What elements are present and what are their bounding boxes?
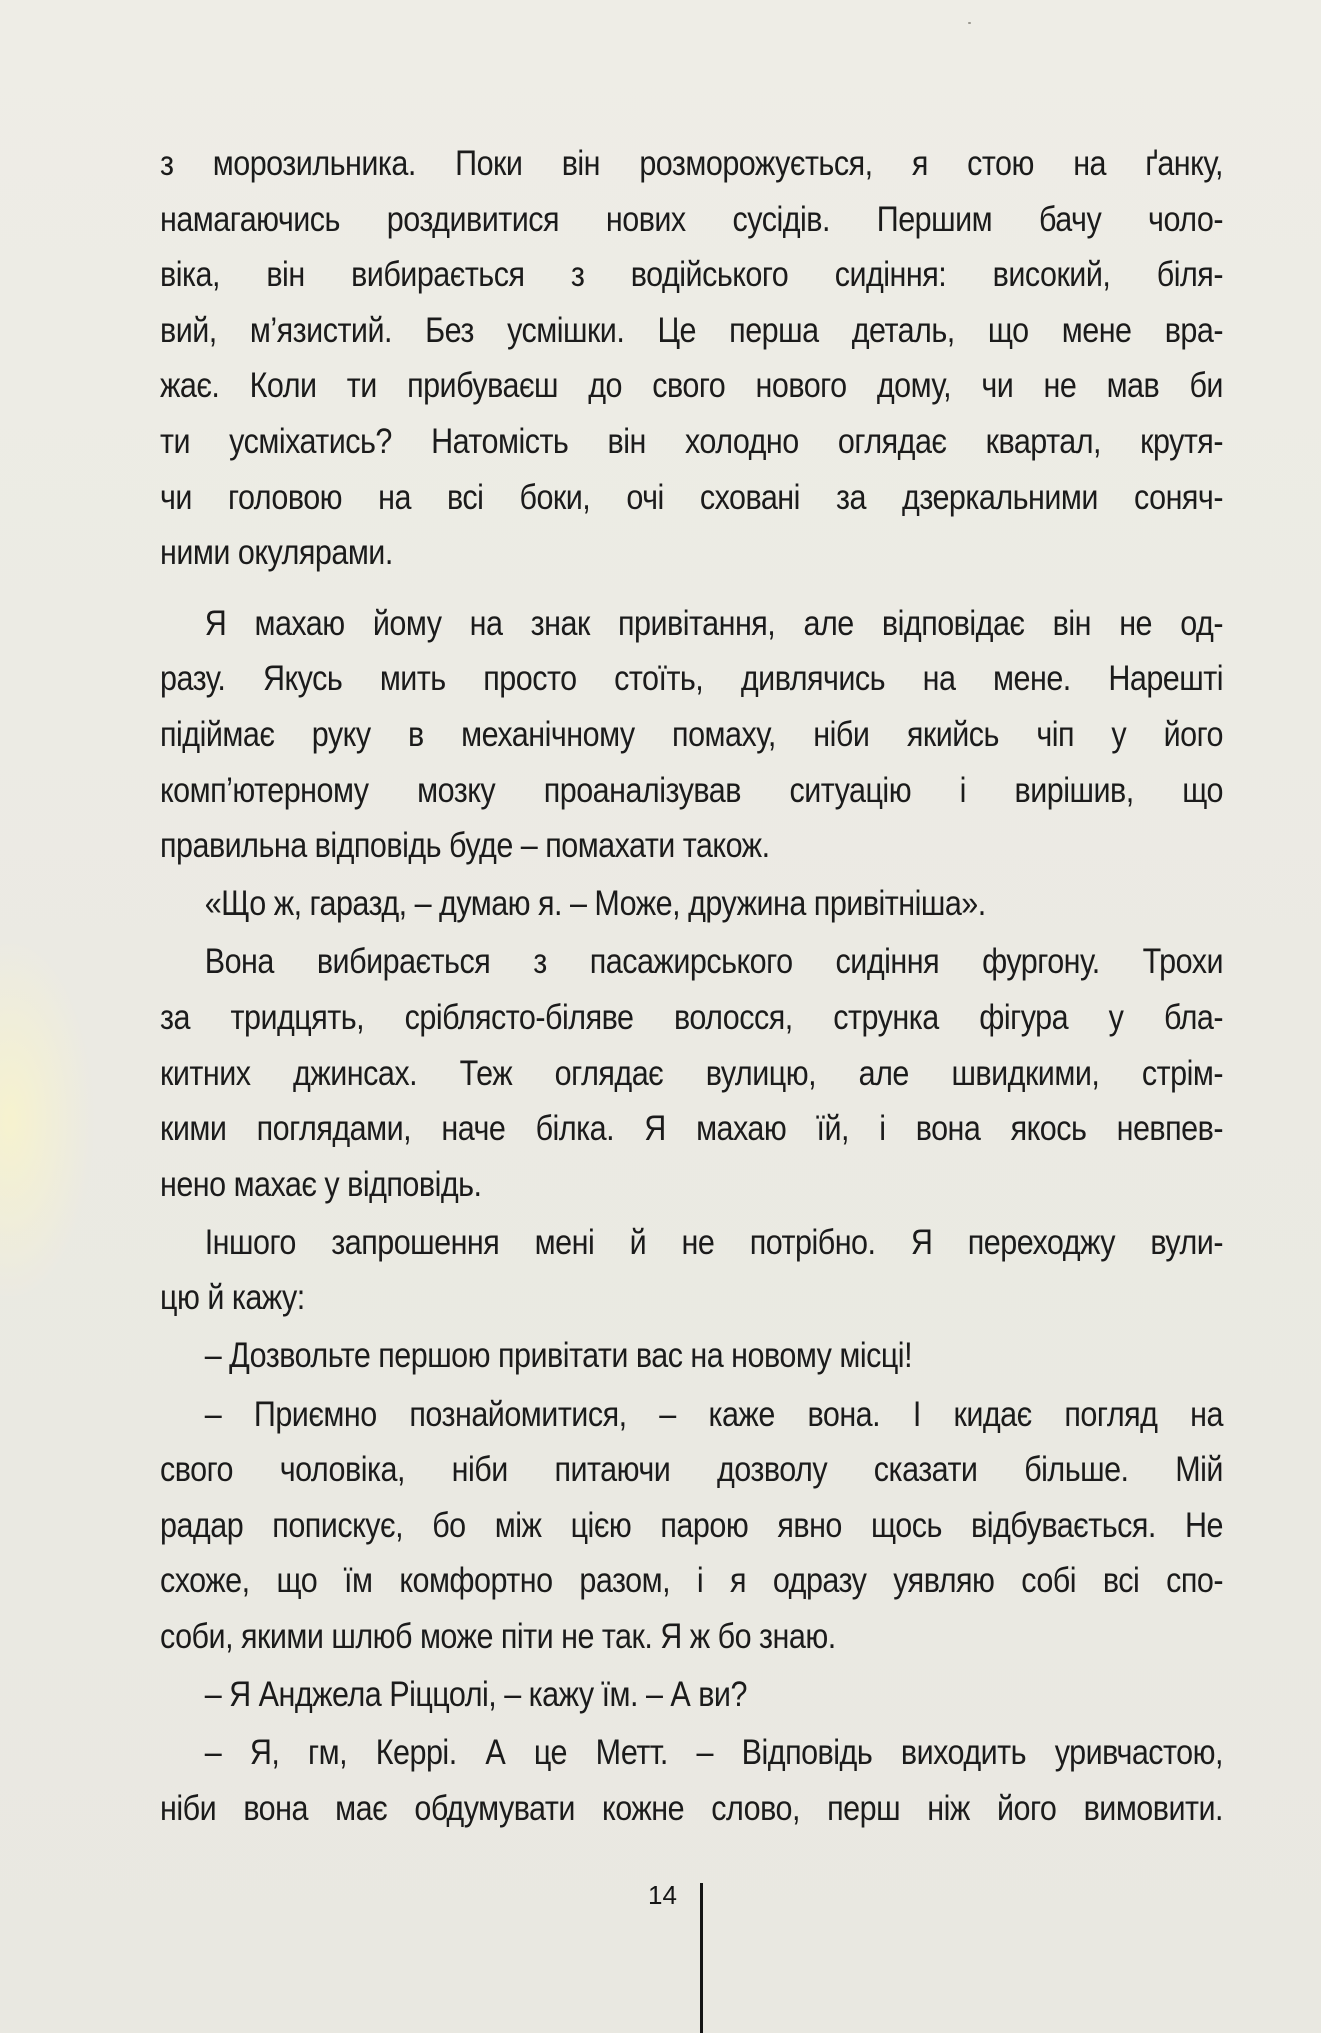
- paragraph: [160, 136, 1223, 581]
- text-line: китних джинсах. Теж оглядає вулицю, але швидкими, стрім-: [160, 1052, 1223, 1093]
- text-line: Вона вибирається з пасажирського сидіння фургону. Трохи: [204, 941, 1223, 982]
- text-line: кими поглядами, наче білка. Я махаю їй, і вона якось невпев-: [160, 1108, 1223, 1149]
- text-line: соби, якими шлюб може піти не так. Я ж бо знаю.: [160, 1615, 836, 1656]
- text-line: ними окулярами.: [160, 532, 393, 573]
- text-line: – Я Анджела Ріццолі, – кажу їм. – А ви?: [204, 1674, 747, 1715]
- text-line: разу. Якусь мить просто стоїть, дивлячись на мене. Нарешті: [160, 658, 1223, 699]
- text-line: вий, м’язистий. Без усмішки. Це перша деталь, що мене вра-: [160, 309, 1223, 350]
- text-line: підіймає руку в механічному помаху, ніби якийсь чіп у його: [160, 713, 1223, 754]
- vertical-rule: [700, 1883, 703, 2033]
- page-number: 14: [648, 1880, 677, 1910]
- text-line: віка, він вибирається з водійського сидіння: високий, біля-: [160, 254, 1223, 295]
- text-line: жає. Коли ти прибуваєш до свого нового дому, чи не мав би: [160, 365, 1223, 406]
- text-line: за тридцять, сріблясто-біляве волосся, струнка фігура у бла-: [160, 996, 1223, 1037]
- paragraph: [160, 1387, 1223, 1665]
- paragraph: [160, 596, 1223, 874]
- page-footer: [0, 1880, 1321, 2033]
- paragraph: [160, 1328, 1223, 1384]
- text-line: – Приємно познайомитися, – каже вона. І кидає погляд на: [204, 1393, 1223, 1434]
- text-line: правильна відповідь буде – помахати також.: [160, 825, 770, 866]
- text-line: ти усміхатись? Натомість він холодно оглядає квартал, крутя-: [160, 420, 1223, 461]
- text-line: «Що ж, гаразд, – думаю я. – Може, дружина привітніша».: [204, 883, 986, 924]
- text-line: свого чоловіка, ніби питаючи дозволу сказати більше. Мій: [160, 1449, 1223, 1490]
- paragraph: [160, 934, 1223, 1212]
- text-line: – Дозвольте першою привітати вас на новому місці!: [204, 1335, 913, 1376]
- text-line: нено махає у відповідь.: [160, 1163, 482, 1204]
- paragraph: [160, 1215, 1223, 1326]
- text-line: комп’ютерному мозку проаналізував ситуацію і вирішив, що: [160, 769, 1223, 810]
- paragraph: [160, 1667, 1223, 1723]
- text-line: схоже, що їм комфортно разом, і я одразу уявляю собі всі спо-: [160, 1560, 1223, 1601]
- paragraph: [160, 876, 1223, 932]
- text-line: чи головою на всі боки, очі сховані за дзеркальними соняч-: [160, 476, 1223, 517]
- text-line: з морозильника. Поки він розморожується, я стою на ґанку,: [160, 143, 1223, 183]
- text-line: цю й кажу:: [160, 1277, 305, 1318]
- text-line: радар попискує, бо між цією парою явно щось відбувається. Не: [160, 1504, 1223, 1545]
- text-line: ніби вона має обдумувати кожне слово, перш ніж його вимовити.: [160, 1787, 1223, 1828]
- paragraph: [160, 1725, 1223, 1836]
- text-line: Іншого запрошення мені й не потрібно. Я переходжу вули-: [204, 1221, 1223, 1262]
- text-line: намагаючись роздивитися нових сусідів. Першим бачу чоло-: [160, 198, 1223, 239]
- page-body: [160, 136, 1223, 1836]
- paper-speck: [968, 22, 971, 24]
- text-line: Я махаю йому на знак привітання, але відповідає він не од-: [204, 602, 1223, 643]
- text-line: – Я, гм, Керрі. А це Метт. – Відповідь виходить уривчастою,: [204, 1732, 1223, 1773]
